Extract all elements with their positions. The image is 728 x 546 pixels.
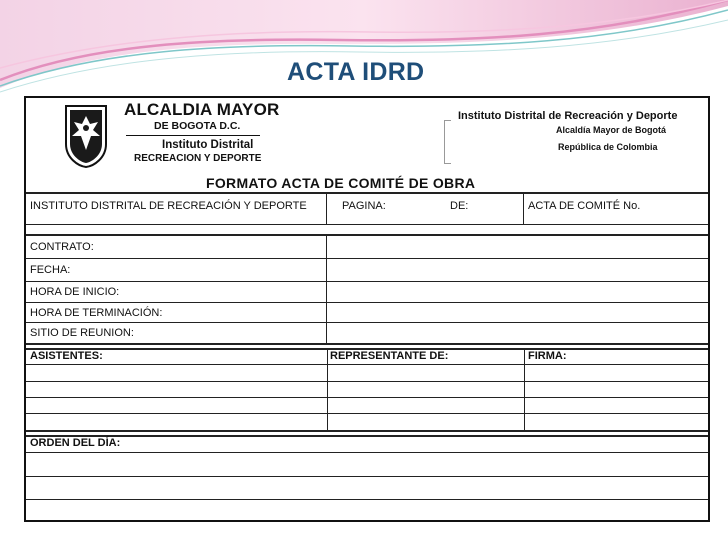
column-divider	[326, 193, 327, 224]
row-divider	[26, 397, 708, 398]
row-divider	[26, 452, 708, 453]
row-divider	[26, 413, 708, 414]
coat-of-arms-icon	[64, 104, 108, 168]
row-divider	[26, 430, 708, 432]
republica-name: República de Colombia	[558, 142, 658, 152]
hora-inicio-label: HORA DE INICIO:	[30, 286, 120, 298]
row-divider	[26, 476, 708, 477]
header-bracket	[444, 120, 451, 164]
acta-number-label: ACTA DE COMITÉ No.	[528, 200, 641, 212]
asistentes-label: ASISTENTES:	[30, 350, 103, 362]
de-label: DE:	[450, 200, 469, 212]
pagina-label: PAGINA:	[342, 200, 386, 212]
row-divider	[26, 234, 708, 236]
fecha-label: FECHA:	[30, 264, 71, 276]
contrato-label: CONTRATO:	[30, 241, 94, 253]
column-divider	[327, 349, 328, 430]
row-divider	[26, 499, 708, 500]
brand-alcaldia: ALCALDIA MAYOR	[124, 100, 280, 119]
representante-label: REPRESENTANTE DE:	[330, 350, 449, 362]
row-divider	[26, 435, 708, 437]
sitio-label: SITIO DE REUNION:	[30, 327, 134, 339]
row-divider	[26, 364, 708, 365]
row-divider	[26, 192, 708, 194]
firma-label: FIRMA:	[528, 350, 567, 362]
alcaldia-name: Alcaldía Mayor de Bogotá	[556, 125, 667, 135]
brand-bogota: DE BOGOTA D.C.	[154, 120, 241, 132]
column-divider	[523, 193, 524, 224]
brand-divider	[126, 135, 260, 136]
column-divider	[326, 235, 327, 343]
row-divider	[26, 343, 708, 345]
row-divider	[26, 381, 708, 382]
row-divider	[26, 224, 708, 225]
brand-recreacion: RECREACION Y DEPORTE	[134, 153, 262, 164]
hora-terminacion-label: HORA DE TERMINACIÓN:	[30, 307, 163, 319]
column-divider	[524, 349, 525, 430]
institute-name: Instituto Distrital de Recreación y Deporte	[458, 110, 678, 122]
row-divider	[26, 281, 708, 282]
row-divider	[26, 302, 708, 303]
institute-label: INSTITUTO DISTRITAL DE RECREACIÓN Y DEPORTE	[30, 200, 307, 212]
row-divider	[26, 258, 708, 259]
form-title: FORMATO ACTA DE COMITÉ DE OBRA	[206, 175, 476, 191]
row-divider	[26, 322, 708, 323]
slide-title: ACTA IDRD	[287, 58, 425, 86]
orden-del-dia-label: ORDEN DEL DÍA:	[30, 437, 121, 449]
brand-instituto: Instituto Distrital	[162, 139, 254, 151]
acta-form-sheet	[24, 96, 710, 522]
